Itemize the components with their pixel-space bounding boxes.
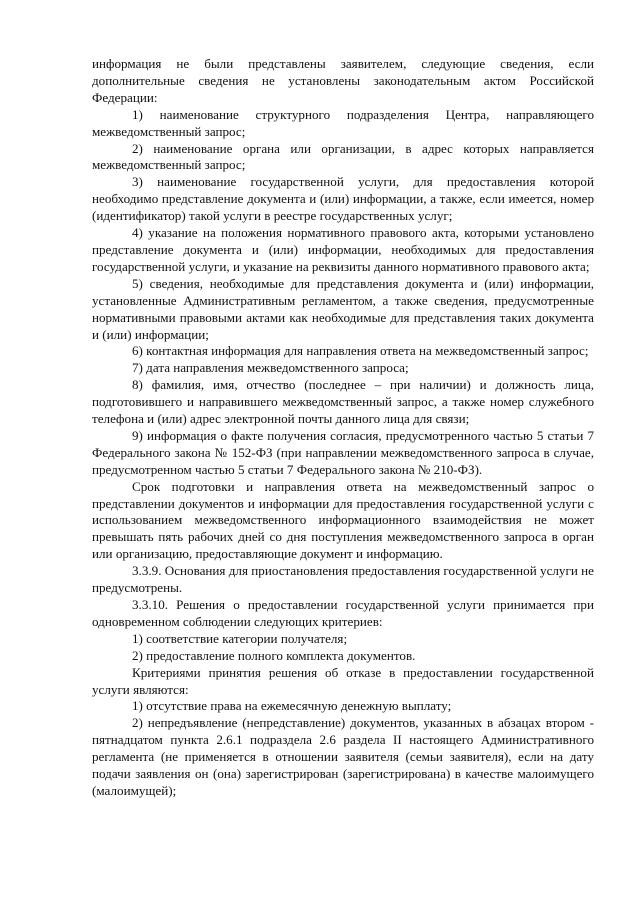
paragraph-continuation: информация не были представлены заявителем, следующие сведения, если дополнительные сведения не установлены законодательным актом Российской Федерации: [92, 56, 594, 105]
criteria-item-2: 2) предоставление полного комплекта документов. [132, 647, 416, 663]
list-item-6: 6) контактная информация для направления ответа на межведомственный запрос; [132, 343, 589, 359]
list-item-1: 1) наименование структурного подразделения Центра, направляющего межведомственный запрос; [92, 106, 594, 139]
refusal-item-2: 2) непредъявление (непредставление) документов, указанных в абзацах втором - пятнадцатом пункта 2.6.1 подраздела 2.6 раздела II настоящего Административного регламента (не применяется в отношении заявителя (семьи заявителя), если на дату подачи заявления он (она) зарегистрирован (зарегистрирована) в качестве малоимущего (малоимущей); [92, 715, 594, 798]
section-3-3-10-paragraph: 3.3.10. Решения о предоставлении государственной услуги принимается при одновременном соблюдении следующих критериев: [92, 597, 594, 629]
refusal-criteria-intro: Критериями принятия решения об отказе в предоставлении государственной услуги являются: [92, 664, 594, 697]
list-item-7: 7) дата направления межведомственного запроса; [132, 360, 409, 376]
list-item-4: 4) указание на положения нормативного правового акта, которыми установлено представление документа и (или) информации, необходимых для предоставления государственной услуги, и указание на реквизиты данного нормативного правового акта; [92, 225, 594, 274]
response-deadline-paragraph: Срок подготовки и направления ответа на межведомственный запрос о представлении документов и информации для предоставления государственной услуги с использованием межведомственного информационного взаимодействия не может превышать пять рабочих дней со дня поступления межведомственного запроса в орган или организацию, предоставляющие документ и информацию. [92, 478, 594, 562]
list-item-8: 8) фамилия, имя, отчество (последнее – при наличии) и должность лица, подготовившего и направившего межведомственный запрос, а также номер служебного телефона и (или) адрес электронной почты данного лица для связи; [92, 377, 594, 427]
list-item-2: 2) наименование органа или организации, в адрес которых направляется межведомственный запрос; [92, 140, 594, 173]
refusal-item-1: 1) отсутствие права на ежемесячную денежную выплату; [132, 698, 452, 714]
list-item-9: 9) информация о факте получения согласия, предусмотренного частью 5 статьи 7 Федерального закона № 152-ФЗ (при направлении межведомственного запроса в случае, предусмотренном частью 5 статьи 7 Федерального закона № 210-ФЗ). [92, 427, 594, 477]
document-page [92, 56, 594, 800]
criteria-item-1: 1) соответствие категории получателя; [132, 630, 348, 646]
list-item-5: 5) сведения, необходимые для представления документа и (или) информации, установленные Административным регламентом, а также сведения, предусмотренные нормативными правовыми актами как необходимые для представления таких документа и (или) информации; [92, 275, 594, 342]
section-3-3-9-paragraph: 3.3.9. Основания для приостановления предоставления государственной услуги не предусмотрены. [92, 563, 594, 596]
list-item-3: 3) наименование государственной услуги, для предоставления которой необходимо представление документа и (или) информации, а также, если имеется, номер (идентификатор) такой услуги в реестре государственных услуг; [92, 174, 594, 224]
